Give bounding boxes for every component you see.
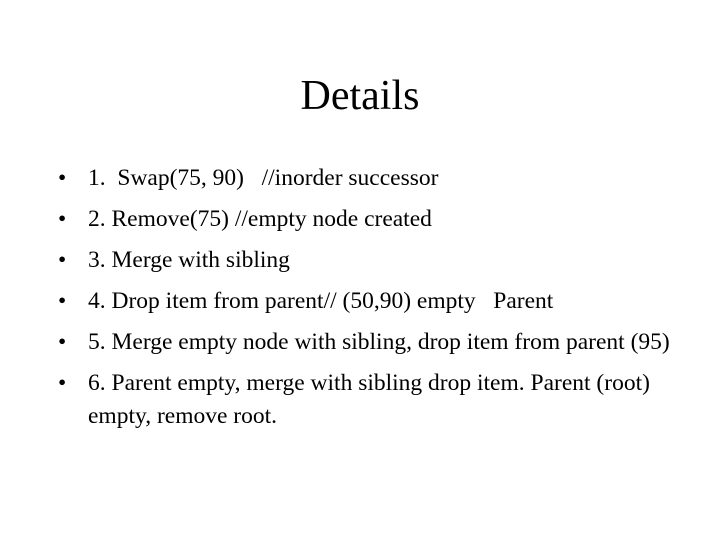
slide-title: Details [300, 73, 420, 119]
bullet-icon: • [58, 370, 67, 396]
bullet-item-1 [58, 162, 678, 195]
bullet-text: 5. Merge empty node with sibling, drop item from parent (95) [88, 329, 670, 355]
bullet-icon: • [58, 206, 67, 232]
bullet-item-4 [58, 285, 678, 318]
bullet-text: 4. Drop item from parent// (50,90) empty Parent [88, 288, 554, 314]
bullet-text: 3. Merge with sibling [88, 247, 290, 273]
bullet-icon: • [58, 247, 67, 273]
bullet-text: 1. Swap(75, 90) //inorder successor [88, 165, 439, 191]
bullet-text: 6. Parent empty, merge with sibling drop item. Parent (root) empty, remove root. [88, 370, 656, 429]
bullet-icon: • [58, 288, 67, 314]
bullet-item-6 [58, 367, 678, 433]
bullet-text: 2. Remove(75) //empty node created [88, 206, 432, 232]
bullet-icon: • [58, 165, 67, 191]
bullet-list [58, 162, 678, 441]
bullet-icon: • [58, 329, 67, 355]
bullet-item-3 [58, 244, 678, 277]
bullet-item-5 [58, 326, 678, 359]
bullet-item-2 [58, 203, 678, 236]
